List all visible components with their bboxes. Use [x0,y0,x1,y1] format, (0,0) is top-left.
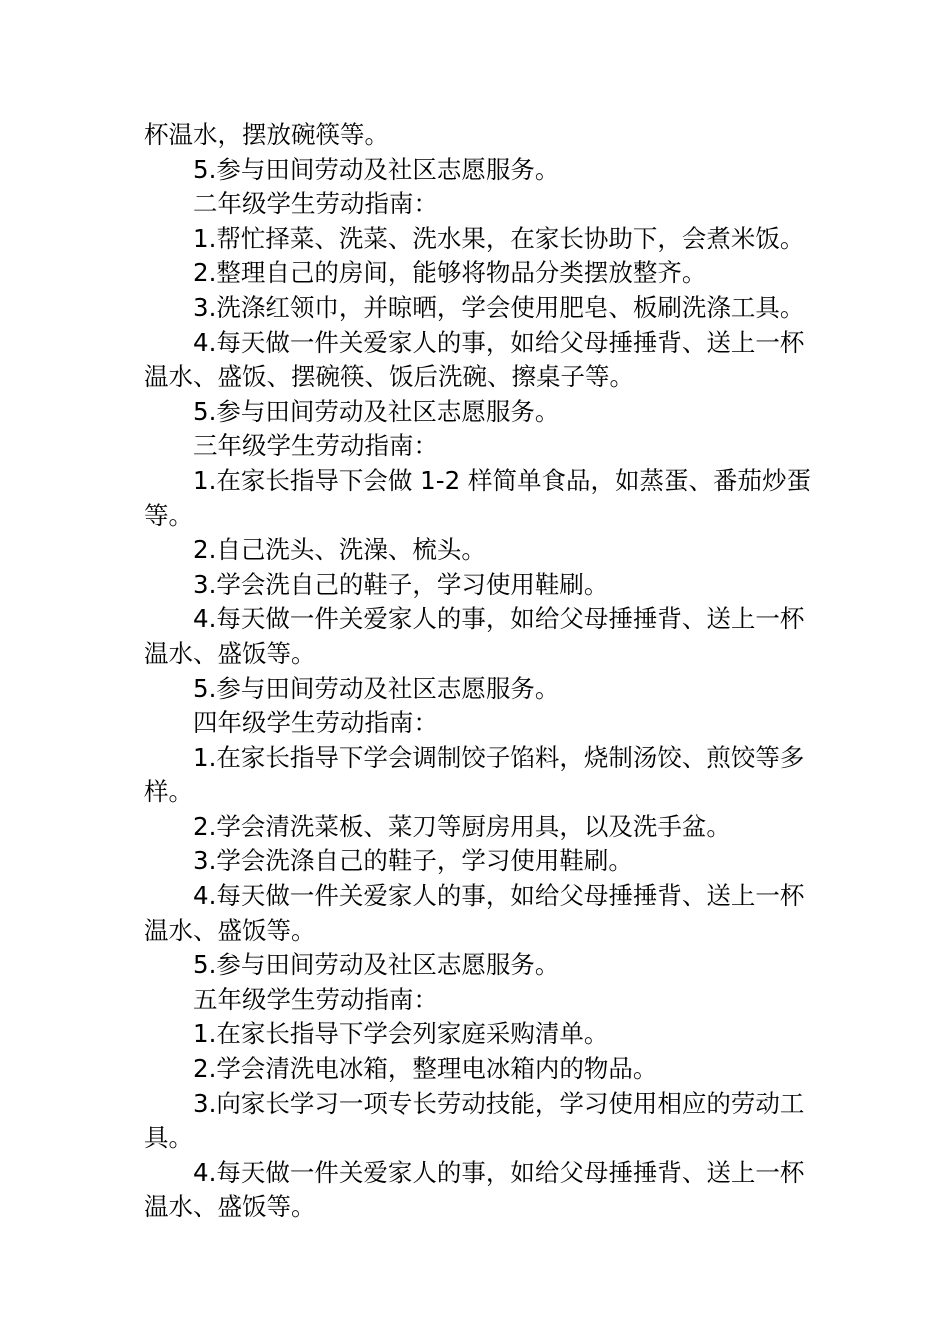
section-heading-grade-2: 二年级学生劳动指南： [193,189,438,219]
paragraph: 1.在家长指导下学会调制饺子馅料，烧制汤饺、煎饺等多样。 [144,742,805,807]
paragraph: 5.参与田间劳动及社区志愿服务。 [193,396,560,426]
paragraph: 2.学会清洗菜板、菜刀等厨房用具，以及洗手盆。 [193,811,731,841]
paragraph: 4.每天做一件关爱家人的事，如给父母捶捶背、送上一杯温水、盛饭等。 [144,604,805,668]
paragraph: 2.整理自己的房间，能够将物品分类摆放整齐。 [193,258,707,288]
paragraph: 4.每天做一件关爱家人的事，如给父母捶捶背、送上一杯温水、盛饭等。 [144,881,805,945]
paragraph: 2.学会清洗电冰箱，整理电冰箱内的物品。 [193,1054,658,1084]
section-heading-grade-3: 三年级学生劳动指南： [193,431,438,461]
paragraph: 1.帮忙择菜、洗菜、洗水果，在家长协助下，会煮米饭。 [193,223,805,253]
paragraph: 杯温水，摆放碗筷等。 [144,120,389,149]
paragraph: 1.在家长指导下学会列家庭采购清单。 [193,1019,609,1049]
paragraph: 3.向家长学习一项专长劳动技能，学习使用相应的劳动工具。 [144,1088,805,1153]
paragraph: 4.每天做一件关爱家人的事，如给父母捶捶背、送上一杯温水、盛饭等。 [144,1157,805,1222]
paragraph: 1.在家长指导下会做 1-2 样简单食品，如蒸蛋、番茄炒蛋等。 [144,465,811,530]
paragraph: 3.学会洗自己的鞋子，学习使用鞋刷。 [193,569,609,599]
paragraph: 5.参与田间劳动及社区志愿服务。 [193,154,560,184]
document-body [144,118,814,1225]
paragraph: 5.参与田间劳动及社区志愿服务。 [193,950,560,980]
section-heading-grade-5: 五年级学生劳动指南： [193,984,438,1014]
paragraph: 4.每天做一件关爱家人的事，如给父母捶捶背、送上一杯温水、盛饭、摆碗筷、饭后洗碗、擦桌子等。 [144,327,805,392]
paragraph: 3.学会洗涤自己的鞋子，学习使用鞋刷。 [193,846,633,876]
section-heading-grade-4: 四年级学生劳动指南： [193,708,438,738]
paragraph: 5.参与田间劳动及社区志愿服务。 [193,673,560,703]
paragraph: 3.洗涤红领巾，并晾晒，学会使用肥皂、板刷洗涤工具。 [193,292,805,322]
paragraph: 2.自己洗头、洗澡、梳头。 [193,535,486,565]
